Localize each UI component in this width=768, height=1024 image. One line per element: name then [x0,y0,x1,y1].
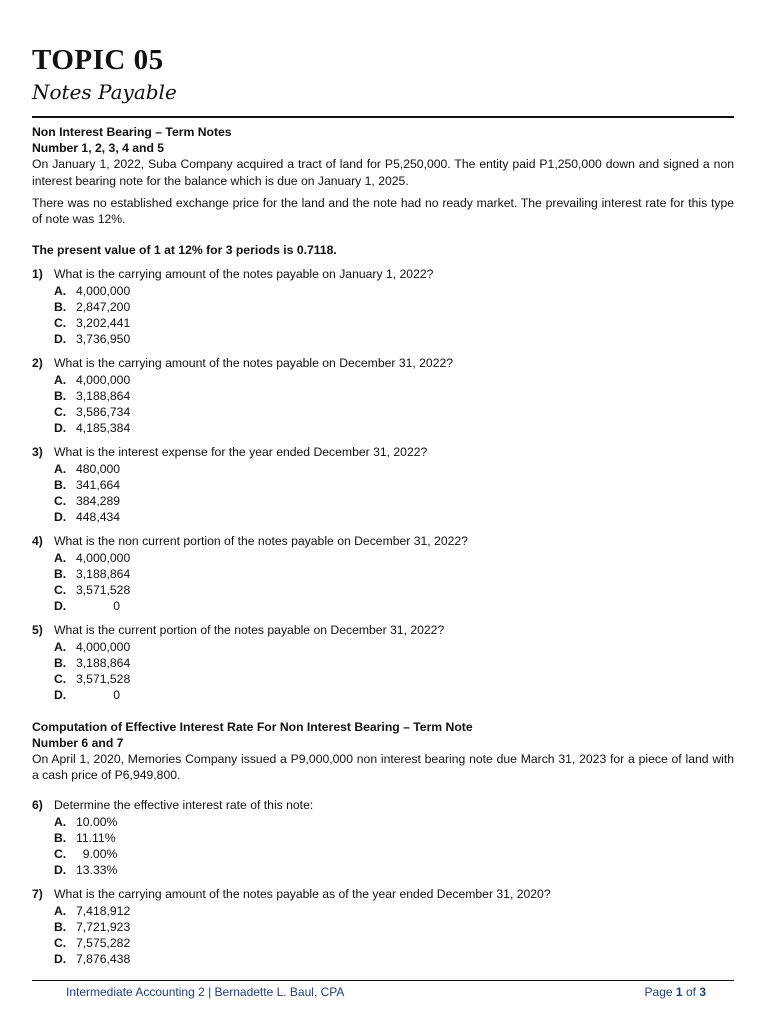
choice-value: 7,575,282 [76,935,131,950]
question-number: 6) [32,798,43,813]
question-number: 7) [32,887,43,902]
question-row [32,622,734,638]
document-body [32,124,734,967]
choice-value: 0 [76,688,121,703]
choice-letter: C. [54,846,67,861]
question-text: What is the carrying amount of the notes payable on December 31, 2022? [54,356,454,371]
choice-value: 10.00% [76,814,118,829]
choice-list [32,903,734,968]
choice-letter: C. [54,316,67,331]
header-divider [32,116,734,118]
choice-value: 4,000,000 [76,639,131,654]
choice-letter: C. [54,494,67,509]
page-total: 3 [699,985,706,999]
question-block [32,355,734,436]
choice-value: 384,289 [76,494,121,509]
choice-item [32,687,734,703]
choice-item [32,315,734,331]
question-row [32,444,734,460]
choice-item [32,420,734,436]
page-current: 1 [675,985,683,999]
choice-value: 3,202,441 [76,316,131,331]
question-text: What is the carrying amount of the notes payable on January 1, 2022? [54,267,434,282]
question-text: What is the carrying amount of the notes payable as of the year ended December 31, 2020? [54,887,551,902]
section1-paragraph-2: There was no established exchange price for the land and the note had no ready market. The prevailing interest rate for this type of note was 12%. [32,195,734,227]
choice-value: 341,664 [76,477,121,492]
choice-letter: A. [54,372,67,387]
choice-letter: A. [54,283,67,298]
choice-value: 3,188,864 [76,388,131,403]
choice-item [32,404,734,420]
choice-item [32,299,734,315]
choice-letter: B. [54,299,67,314]
choice-value: 4,000,000 [76,372,131,387]
choice-item [32,935,734,951]
choice-list [32,814,734,879]
section2-heading: Computation of Effective Interest Rate For Non Interest Bearing – Term Note [32,719,473,734]
section1-questions [32,266,734,703]
choice-value: 2,847,200 [76,299,131,314]
choice-letter: A. [54,639,67,654]
choice-list [32,283,734,348]
choice-item [32,388,734,404]
choice-value: 448,434 [76,510,121,525]
choice-value: 3,188,864 [76,566,131,581]
footer-page-number [645,985,706,999]
choice-item [32,814,734,830]
section2-questions [32,797,734,967]
choice-letter: B. [54,477,67,492]
question-row [32,355,734,371]
question-number: 1) [32,267,43,282]
section1-paragraph-1: On January 1, 2022, Suba Company acquired a tract of land for P5,250,000. The entity paid P1,250,000 down and signed a non interest bearing note for the balance which is due on January 1, 2025. [32,157,734,188]
choice-letter: A. [54,461,67,476]
choice-letter: D. [54,599,67,614]
question-text: What is the interest expense for the year ended December 31, 2022? [54,445,428,460]
choice-letter: B. [54,388,67,403]
page-title: TOPIC 05 [32,44,164,76]
choice-value: 3,571,528 [76,672,131,687]
choice-item [32,671,734,687]
question-text: Determine the effective interest rate of this note: [54,798,314,813]
question-number: 2) [32,356,43,371]
choice-list [32,461,734,526]
section2-subheading: Number 6 and 7 [32,735,124,750]
section1-heading: Non Interest Bearing – Term Notes [32,125,232,139]
choice-value: 7,876,438 [76,952,131,967]
question-block [32,622,734,703]
question-block [32,886,734,967]
choice-item [32,639,734,655]
choice-value: 3,571,528 [76,583,131,598]
question-number: 5) [32,623,43,638]
choice-value: 480,000 [76,461,121,476]
choice-item [32,655,734,671]
choice-item [32,951,734,967]
choice-item [32,477,734,493]
choice-item [32,598,734,614]
present-value-note: The present value of 1 at 12% for 3 periods is 0.7118. [32,243,337,258]
page-subtitle: Notes Payable [32,80,177,104]
choice-item [32,509,734,525]
choice-value: 4,000,000 [76,550,131,565]
choice-item [32,919,734,935]
of-word: of [685,985,696,999]
choice-letter: D. [54,952,67,967]
choice-value: 0 [76,599,121,614]
choice-item [32,830,734,846]
choice-item [32,903,734,919]
question-number: 3) [32,445,43,460]
choice-letter: A. [54,814,67,829]
question-row [32,533,734,549]
choice-item [32,493,734,509]
choice-letter: D. [54,332,67,347]
choice-value: 4,185,384 [76,421,131,436]
footer-course-author: Intermediate Accounting 2 | Bernadette L. Baul, CPA [66,985,345,999]
choice-item [32,461,734,477]
choice-item [32,582,734,598]
question-text: What is the current portion of the notes payable on December 31, 2022? [54,623,445,638]
choice-letter: B. [54,830,67,845]
question-row [32,797,734,813]
choice-item [32,283,734,299]
section1-subheading: Number 1, 2, 3, 4 and 5 [32,141,165,156]
question-block [32,444,734,525]
choice-value: 3,586,734 [76,405,131,420]
choice-letter: C. [54,405,67,420]
choice-letter: B. [54,919,67,934]
choice-item [32,331,734,347]
footer-divider [32,980,734,981]
choice-letter: C. [54,583,67,598]
question-block [32,533,734,614]
choice-item [32,846,734,862]
choice-value: 3,736,950 [76,332,131,347]
choice-item [32,862,734,878]
choice-item [32,372,734,388]
choice-item [32,566,734,582]
choice-value: 9.00% [76,846,118,861]
choice-letter: A. [54,550,67,565]
choice-letter: C. [54,935,67,950]
choice-letter: D. [54,421,67,436]
choice-list [32,372,734,437]
choice-item [32,550,734,566]
choice-letter: B. [54,655,67,670]
choice-value: 7,721,923 [76,919,131,934]
choice-value: 7,418,912 [76,903,131,918]
choice-value: 3,188,864 [76,655,131,670]
question-row [32,886,734,902]
question-row [32,266,734,282]
choice-letter: D. [54,510,67,525]
choice-letter: A. [54,903,67,918]
question-block [32,266,734,347]
choice-letter: D. [54,688,67,703]
choice-value: 11.11% [76,830,116,845]
choice-list [32,639,734,704]
choice-value: 13.33% [76,863,118,878]
question-block [32,797,734,878]
section2-paragraph-1: On April 1, 2020, Memories Company issued a P9,000,000 non interest bearing note due March 31, 2023 for a piece of land with a cash price of P6,949,800. [32,751,734,783]
choice-value: 4,000,000 [76,283,131,298]
question-text: What is the non current portion of the notes payable on December 31, 2022? [54,534,468,549]
page-word: Page [644,985,673,999]
choice-letter: C. [54,672,67,687]
question-number: 4) [32,534,43,549]
choice-letter: D. [54,863,67,878]
choice-letter: B. [54,566,67,581]
choice-list [32,550,734,615]
